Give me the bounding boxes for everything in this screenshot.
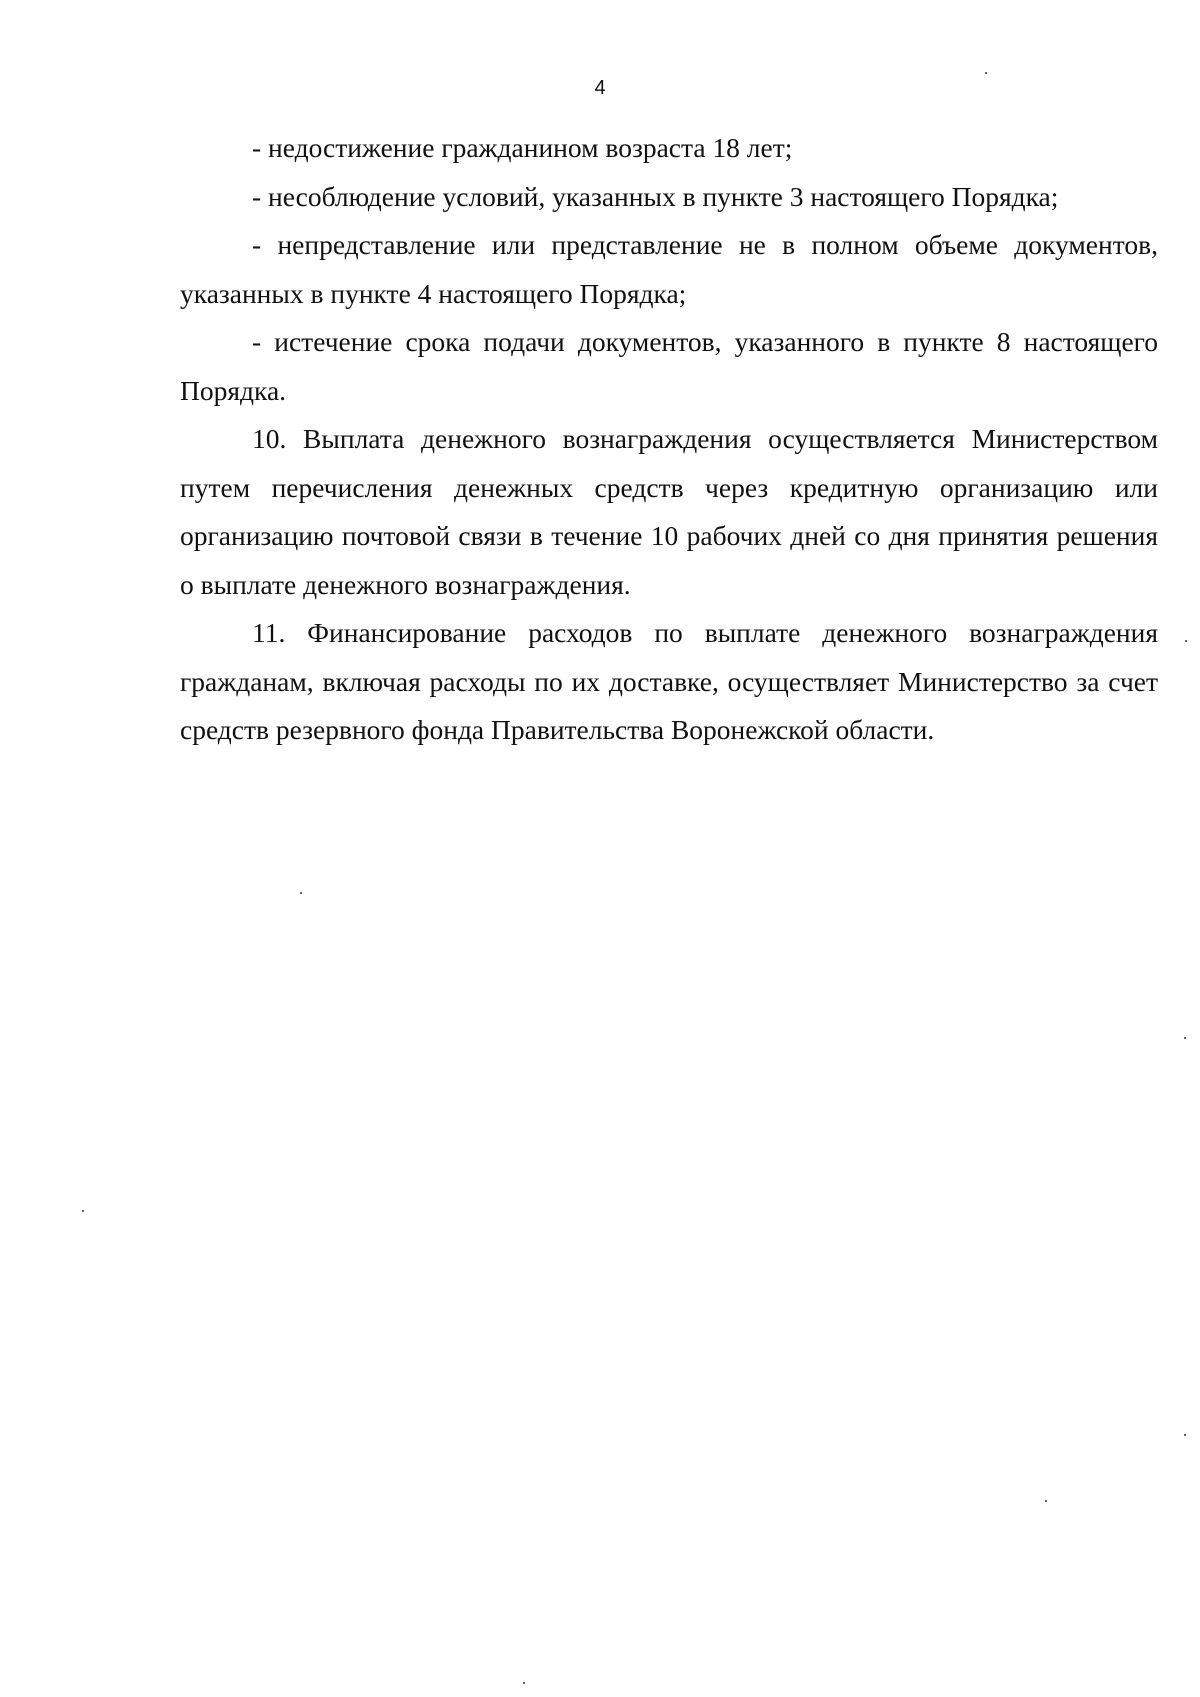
scan-speck [523, 1682, 525, 1684]
scan-speck [82, 1210, 84, 1212]
paragraph-refusal-deadline: - истечение срока подачи документов, указанного в пункте 8 настоящего Порядка. [180, 326, 1158, 406]
scan-speck [1184, 1037, 1186, 1039]
scan-speck [1184, 1434, 1186, 1436]
paragraph-11-financing: 11. Финансирование расходов по выплате денежного вознаграждения гражданам, включая расходы по их доставке, осуществляет Министерство за счет средств резервного фонда Правительства Воронежской области. [180, 617, 1158, 745]
paragraph-refusal-age: - недостижение гражданином возраста 18 лет; [252, 132, 793, 163]
paragraph-refusal-documents: - непредставление или представление не в полном объеме документов, указанных в пункте 4 настоящего Порядка; [180, 229, 1158, 309]
paragraph-refusal-conditions: - несоблюдение условий, указанных в пункте 3 настоящего Порядка; [252, 180, 1059, 212]
scan-speck [1185, 640, 1187, 642]
paragraph-10-payment: 10. Выплата денежного вознаграждения осуществляется Министерством путем перечисления денежных средств через кредитную организацию или организацию почтовой связи в течение 10 рабочих дней со дня принятия решения о выплате денежного вознаграждения. [180, 423, 1158, 600]
page-number: 4 [594, 77, 606, 99]
scan-speck [300, 892, 302, 894]
scan-speck [985, 72, 987, 74]
scan-speck [1045, 1500, 1047, 1502]
document-body [180, 124, 1158, 755]
